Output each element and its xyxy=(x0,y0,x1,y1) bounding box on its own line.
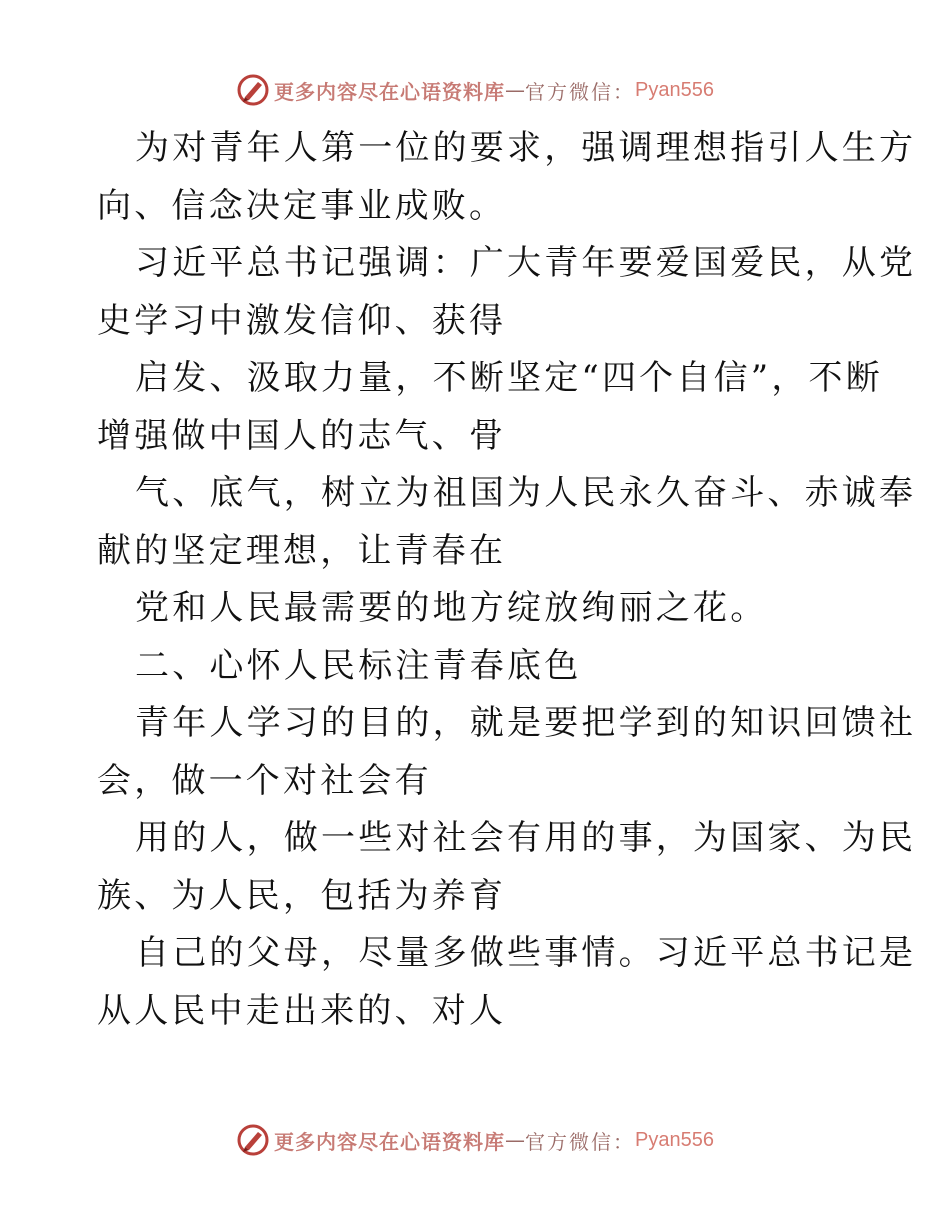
watermark-account: Pyan556 xyxy=(635,78,714,101)
text-line: 启发、汲取力量，不断坚定“四个自信”，不断 xyxy=(135,358,883,398)
text-line: 史学习中激发信仰、获得 xyxy=(97,300,507,341)
footer-watermark xyxy=(0,1120,950,1160)
watermark-dash: — xyxy=(505,1128,526,1152)
header-watermark xyxy=(0,70,950,110)
pen-circle-logo-icon xyxy=(236,1123,270,1157)
text-line: 青年人学习的目的，就是要把学到的知识回馈社 xyxy=(135,703,917,743)
pen-circle-logo-icon xyxy=(236,73,270,107)
text-line: 会，做一个对社会有 xyxy=(97,760,432,801)
watermark-sub-text: 官方微信： xyxy=(525,1129,636,1154)
watermark-main-text: 更多内容尽在心语资料库 xyxy=(274,79,506,104)
text-line: 自己的父母，尽量多做些事情。习近平总书记是 xyxy=(135,933,917,973)
text-line: 二、心怀人民标注青春底色 xyxy=(135,645,582,686)
text-line: 用的人，做一些对社会有用的事，为国家、为民 xyxy=(135,818,917,858)
text-line: 献的坚定理想，让青春在 xyxy=(97,530,507,571)
text-line: 党和人民最需要的地方绽放绚丽之花。 xyxy=(135,588,768,628)
watermark-main-text: 更多内容尽在心语资料库 xyxy=(274,1129,506,1154)
text-line: 习近平总书记强调：广大青年要爱国爱民，从党 xyxy=(135,243,917,283)
text-line: 增强做中国人的志气、骨 xyxy=(97,415,507,456)
text-line: 气、底气，树立为祖国为人民永久奋斗、赤诚奉 xyxy=(135,473,917,513)
document-body xyxy=(97,120,917,1040)
watermark-dash: — xyxy=(505,78,526,102)
text-line: 向、信念决定事业成败。 xyxy=(97,185,507,226)
watermark-sub-text: 官方微信： xyxy=(525,79,636,104)
text-line: 为对青年人第一位的要求，强调理想指引人生方 xyxy=(135,128,917,168)
text-line: 从人民中走出来的、对人 xyxy=(97,990,507,1031)
watermark-account: Pyan556 xyxy=(635,1128,714,1151)
text-line: 族、为人民，包括为养育 xyxy=(97,875,507,916)
